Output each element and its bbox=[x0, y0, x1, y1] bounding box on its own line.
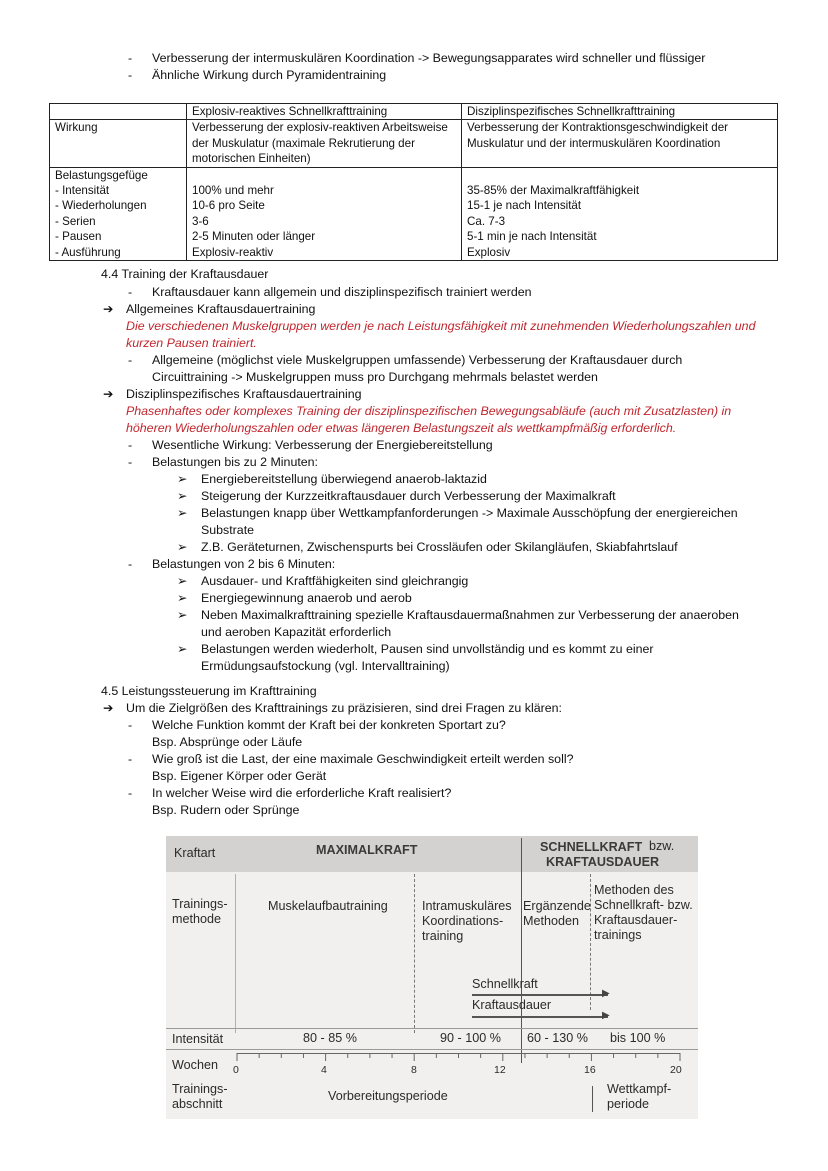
cell-line: Explosiv bbox=[467, 245, 511, 259]
abschnitt-label: abschnitt bbox=[172, 1097, 223, 1111]
abschnitt-label: Trainings- bbox=[172, 1082, 228, 1096]
example: Bsp. Rudern oder Sprünge bbox=[152, 803, 300, 817]
sub-list-item: Z.B. Geräteturnen, Zwischenspurts bei Crossläufen oder Skilangläufen, Skiabfahrtslauf bbox=[201, 540, 678, 554]
triangle-bullet-icon: ➢ bbox=[177, 574, 188, 588]
cell-line: Verbesserung der explosiv-reaktiven Arbeitsweise bbox=[192, 121, 448, 135]
sub-list-item: Belastungen knapp über Wettkampfanforderungen -> Maximale Ausschöpfung der energiereichen bbox=[201, 506, 738, 520]
sub-list-item-continued: Substrate bbox=[201, 523, 255, 537]
intensity-value: bis 100 % bbox=[610, 1031, 666, 1045]
kraftausdauer-arrow-label: Kraftausdauer bbox=[472, 998, 552, 1012]
cell-line: 100% und mehr bbox=[192, 184, 274, 198]
cell-line: der Muskulatur (maximale Rekrutierung der bbox=[192, 136, 415, 150]
table-header-cell bbox=[50, 104, 187, 120]
intramuskulaer-label: Intramuskuläres bbox=[422, 899, 512, 913]
triangle-bullet-icon: ➢ bbox=[177, 591, 188, 605]
red-definition: Phasenhaftes oder komplexes Training der disziplinspezifischen Bewegungsabläufe (auch mit Zusatzlasten) in bbox=[126, 404, 732, 418]
trainingsmethode-label: Trainings- bbox=[172, 897, 228, 911]
week-tick-label: 0 bbox=[233, 1064, 239, 1076]
week-tick-label: 4 bbox=[321, 1064, 327, 1076]
example: Bsp. Eigener Körper oder Gerät bbox=[152, 769, 327, 783]
table-cell: Wirkung bbox=[50, 120, 187, 167]
row-rule bbox=[166, 1028, 698, 1029]
sub-list-item: Neben Maximalkrafttraining spezielle Kraftausdauermaßnahmen zur Verbesserung der anaeroben bbox=[201, 608, 739, 622]
cell-line: Muskulatur und der intermuskulären Koordination bbox=[467, 136, 721, 150]
table-cell bbox=[50, 167, 187, 260]
triangle-bullet-icon: ➢ bbox=[177, 540, 188, 554]
phase-divider-dashed bbox=[414, 874, 416, 1033]
table-row bbox=[50, 167, 778, 260]
table-cell bbox=[187, 167, 462, 260]
intensitaet-label: Intensität bbox=[172, 1032, 224, 1046]
maximalkraft-title: MAXIMALKRAFT bbox=[316, 843, 418, 857]
sub-list-item: Ausdauer- und Kraftfähigkeiten sind gleichrangig bbox=[201, 574, 469, 588]
intramuskulaer-label: Koordinations- bbox=[422, 914, 504, 928]
schnellkraft-arrow-line bbox=[472, 994, 608, 996]
vorbereitung-label: Vorbereitungsperiode bbox=[328, 1089, 448, 1103]
cell-line: Belastungsgefüge bbox=[55, 168, 148, 182]
cell-line: Verbesserung der Kontraktionsgeschwindigkeit der bbox=[467, 121, 729, 135]
phase-divider-dashed bbox=[590, 874, 592, 1010]
cell-line: - Wiederholungen bbox=[55, 199, 147, 213]
methoden-schnell-label: Schnellkraft- bzw. bbox=[594, 898, 693, 912]
triangle-bullet-icon: ➢ bbox=[177, 642, 188, 656]
cell-line: - Pausen bbox=[55, 230, 102, 244]
sub-list-item: Energiegewinnung anaerob und aerob bbox=[201, 591, 412, 605]
triangle-bullet-icon: ➢ bbox=[177, 608, 188, 622]
cell-line: 15-1 je nach Intensität bbox=[467, 199, 582, 213]
table-header-cell: Disziplinspezifisches Schnellkrafttraining bbox=[462, 104, 778, 120]
table-cell bbox=[462, 167, 778, 260]
list-item: - Allgemeine (möglichst viele Muskelgruppen umfassende) Verbesserung der Kraftausdauer durch bbox=[152, 352, 682, 369]
arrow-icon: ➔ bbox=[103, 387, 114, 401]
cell-line: 10-6 pro Seite bbox=[192, 199, 265, 213]
example: Bsp. Absprünge oder Läufe bbox=[152, 735, 303, 749]
methoden-schnell-label: Methoden des bbox=[594, 883, 674, 897]
triangle-bullet-icon: ➢ bbox=[177, 472, 188, 486]
kraftausdauer-arrow-line bbox=[472, 1016, 608, 1018]
subheading: Disziplinspezifisches Kraftausdauertraining bbox=[126, 387, 362, 401]
subheading: Allgemeines Kraftausdauertraining bbox=[126, 302, 316, 316]
cell-line: Ca. 7-3 bbox=[467, 214, 506, 228]
red-definition: kurzen Pausen trainiert. bbox=[126, 336, 257, 350]
cell-line: - Intensität bbox=[55, 184, 110, 198]
cell-line: Explosiv-reaktiv bbox=[192, 245, 274, 259]
list-item: - Belastungen von 2 bis 6 Minuten: bbox=[152, 556, 335, 573]
section-heading: 4.4 Training der Kraftausdauer bbox=[101, 267, 269, 281]
ergaenzende-label: Methoden bbox=[523, 914, 580, 928]
list-item: - Wesentliche Wirkung: Verbesserung der Energiebereitstellung bbox=[152, 437, 493, 454]
question: - Wie groß ist die Last, der eine maximale Geschwindigkeit erteilt werden soll? bbox=[152, 751, 573, 768]
intro-bullet: - Ähnliche Wirkung durch Pyramidentraining bbox=[152, 67, 386, 84]
muskelaufbau-label: Muskelaufbautraining bbox=[268, 899, 388, 913]
wochen-label: Wochen bbox=[172, 1058, 218, 1072]
cell-line: - Serien bbox=[55, 214, 96, 228]
sub-list-item-continued: Ermüdungsaufstockung (vgl. Intervalltraining) bbox=[201, 659, 450, 673]
kraftart-label: Kraftart bbox=[174, 846, 216, 860]
intensity-value: 90 - 100 % bbox=[440, 1031, 501, 1045]
list-item-continued: Circuittraining -> Muskelgruppen muss pro Durchgang mehrmals belastet werden bbox=[152, 370, 598, 384]
cell-line bbox=[192, 168, 456, 183]
cell-line: motorischen Einheiten) bbox=[192, 152, 311, 166]
arrow-icon: ➔ bbox=[103, 701, 114, 715]
arrow-head-icon: ▶ bbox=[602, 988, 610, 999]
weeks-axis-ticks bbox=[166, 1049, 698, 1069]
question: - Welche Funktion kommt der Kraft bei der konkreten Sportart zu? bbox=[152, 717, 506, 734]
bzw-label: bzw. bbox=[649, 839, 675, 853]
cell-line: 3-6 bbox=[192, 214, 209, 228]
week-tick-label: 12 bbox=[494, 1064, 506, 1076]
week-tick-label: 20 bbox=[670, 1064, 682, 1076]
training-phase-diagram bbox=[166, 836, 698, 1119]
table-row bbox=[50, 120, 778, 167]
sub-list-item: Belastungen werden wiederholt, Pausen sind unvollständig und es kommt zu einer bbox=[201, 642, 654, 656]
schnellkraft-arrow-label: Schnellkraft bbox=[472, 977, 538, 991]
cell-line: 5-1 min je nach Intensität bbox=[467, 230, 597, 244]
section-heading: 4.5 Leistungssteuerung im Krafttraining bbox=[101, 684, 317, 698]
table-cell bbox=[187, 120, 462, 167]
column-divider bbox=[235, 874, 236, 1033]
question: - In welcher Weise wird die erforderliche Kraft realisiert? bbox=[152, 785, 451, 802]
triangle-bullet-icon: ➢ bbox=[177, 506, 188, 520]
cell-line: - Ausführung bbox=[55, 245, 121, 259]
list-item: - Belastungen bis zu 2 Minuten: bbox=[152, 454, 318, 471]
cell-line: 35-85% der Maximalkraftfähigkeit bbox=[467, 184, 640, 198]
triangle-bullet-icon: ➢ bbox=[177, 489, 188, 503]
wettkampf-label: Wettkampf- bbox=[607, 1082, 672, 1096]
ergaenzende-label: Ergänzende bbox=[523, 899, 591, 913]
table-header-row bbox=[50, 104, 778, 120]
cell-line bbox=[467, 168, 772, 183]
sub-list-item: Steigerung der Kurzzeitkraftausdauer durch Verbesserung der Maximalkraft bbox=[201, 489, 616, 503]
table-cell bbox=[462, 120, 778, 167]
sub-list-item: Energiebereitstellung überwiegend anaerob-laktazid bbox=[201, 472, 487, 486]
week-tick-label: 16 bbox=[584, 1064, 596, 1076]
methoden-schnell-label: trainings bbox=[594, 928, 642, 942]
wettkampf-divider bbox=[592, 1086, 593, 1112]
list-item: - Kraftausdauer kann allgemein und disziplinspezifisch trainiert werden bbox=[152, 284, 532, 301]
schnellkraft-title: SCHNELLKRAFT bbox=[540, 840, 643, 854]
methoden-schnell-label: Kraftausdauer- bbox=[594, 913, 678, 927]
phase-divider-solid bbox=[521, 838, 522, 1063]
intensity-value: 60 - 130 % bbox=[527, 1031, 588, 1045]
arrow-head-icon: ▶ bbox=[602, 1010, 610, 1021]
week-tick-label: 8 bbox=[411, 1064, 417, 1076]
kraftausdauer-title: KRAFTAUSDAUER bbox=[546, 855, 660, 869]
intramuskulaer-label: training bbox=[422, 929, 464, 943]
intensity-value: 80 - 85 % bbox=[303, 1031, 357, 1045]
table-header-cell: Explosiv-reaktives Schnellkrafttraining bbox=[187, 104, 462, 120]
lead-text: Um die Zielgrößen des Krafttrainings zu präzisieren, sind drei Fragen zu klären: bbox=[126, 701, 562, 715]
sub-list-item-continued: und aeroben Kapazität erforderlich bbox=[201, 625, 392, 639]
wettkampf-label: periode bbox=[607, 1097, 650, 1111]
red-definition: Die verschiedenen Muskelgruppen werden je nach Leistungsfähigkeit mit zunehmenden Wiederholungszahlen und bbox=[126, 319, 756, 333]
arrow-icon: ➔ bbox=[103, 302, 114, 316]
intro-bullet: - Verbesserung der intermuskulären Koordination -> Bewegungsapparates wird schneller und flüssiger bbox=[152, 50, 705, 67]
comparison-table bbox=[49, 103, 778, 261]
trainingsmethode-label: methode bbox=[172, 912, 222, 926]
red-definition: höheren Wiederholungszahlen oder etwas längeren Belastungszeit als wettkampfmäßig erforderlich. bbox=[126, 421, 677, 435]
cell-line: 2-5 Minuten oder länger bbox=[192, 230, 316, 244]
